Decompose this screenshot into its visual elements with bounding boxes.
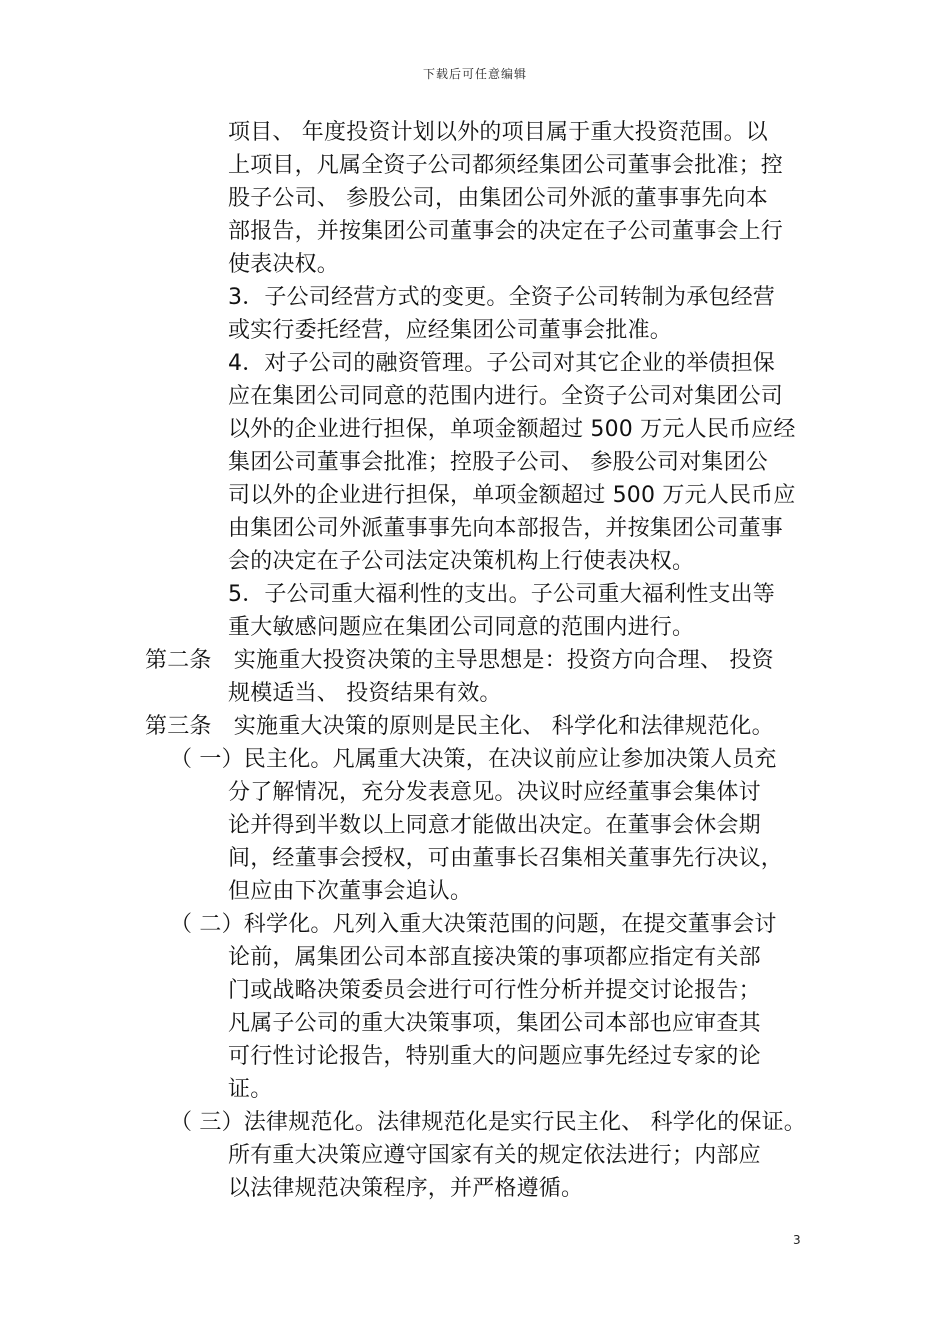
text-line: 会的决定在子公司法定决策机构上行使表决权。: [228, 549, 695, 574]
text-line: 或实行委托经营，应经集团公司董事会批准。: [228, 318, 673, 343]
text-line: 所有重大决策应遵守国家有关的规定依法进行；内部应: [228, 1143, 761, 1168]
text-line: 集团公司董事会批准；控股子公司、 参股公司对集团公: [228, 450, 768, 475]
article-heading: 第三条 实施重大决策的原则是民主化、 科学化和法律规范化。: [145, 714, 774, 739]
text-line: 由集团公司外派董事事先向本部报告，并按集团公司董事: [228, 516, 784, 541]
text-line: 应在集团公司同意的范围内进行。全资子公司对集团公司: [228, 384, 784, 409]
text-line: 凡属子公司的重大决策事项，集团公司本部也应审查其: [228, 1011, 761, 1036]
text-line: 可行性讨论报告，特别重大的问题应事先经过专家的论: [228, 1044, 761, 1069]
text-line: 使表决权。: [228, 252, 340, 277]
text-line: 规模适当、 投资结果有效。: [228, 681, 502, 706]
clause-heading: （ 三）法律规范化。法律规范化是实行民主化、 科学化的保证。: [170, 1110, 806, 1135]
article-heading: 第二条 实施重大投资决策的主导思想是：投资方向合理、 投资: [145, 648, 774, 673]
text-line: 司以外的企业进行担保，单项金额超过 500 万元人民币应: [228, 483, 796, 508]
text-line: 以法律规范决策程序，并严格遵循。: [228, 1176, 584, 1201]
text-line: 重大敏感问题应在集团公司同意的范围内进行。: [228, 615, 695, 640]
text-line: 3．子公司经营方式的变更。全资子公司转制为承包经营: [228, 285, 775, 310]
text-line: 门或战略决策委员会进行可行性分析并提交讨论报告；: [228, 978, 761, 1003]
clause-heading: （ 二）科学化。凡列入重大决策范围的问题，在提交董事会讨: [170, 912, 777, 937]
text-line: 以外的企业进行担保，单项金额超过 500 万元人民币应经: [228, 417, 796, 442]
clause-heading: （ 一）民主化。凡属重大决策，在决议前应让参加决策人员充: [170, 747, 777, 772]
text-line: 4．对子公司的融资管理。子公司对其它企业的举债担保: [228, 351, 775, 376]
text-line: 项目、 年度投资计划以外的项目属于重大投资范围。以: [228, 120, 768, 145]
text-line: 上项目，凡属全资子公司都须经集团公司董事会批准；控: [228, 153, 784, 178]
text-line: 但应由下次董事会追认。: [228, 879, 473, 904]
text-line: 证。: [228, 1077, 273, 1102]
text-line: 部报告，并按集团公司董事会的决定在子公司董事会上行: [228, 219, 784, 244]
text-line: 论并得到半数以上同意才能做出决定。在董事会休会期: [228, 813, 761, 838]
text-line: 论前，属集团公司本部直接决策的事项都应指定有关部: [228, 945, 761, 970]
text-line: 5．子公司重大福利性的支出。子公司重大福利性支出等: [228, 582, 775, 607]
text-line: 分了解情况，充分发表意见。决议时应经董事会集体讨: [228, 780, 761, 805]
page-header: 下载后可任意编辑: [422, 67, 527, 81]
text-line: 股子公司、 参股公司，由集团公司外派的董事事先向本: [228, 186, 768, 211]
text-line: 间，经董事会授权，可由董事长召集相关董事先行决议，: [228, 846, 784, 871]
page-number: 3: [793, 1233, 801, 1247]
